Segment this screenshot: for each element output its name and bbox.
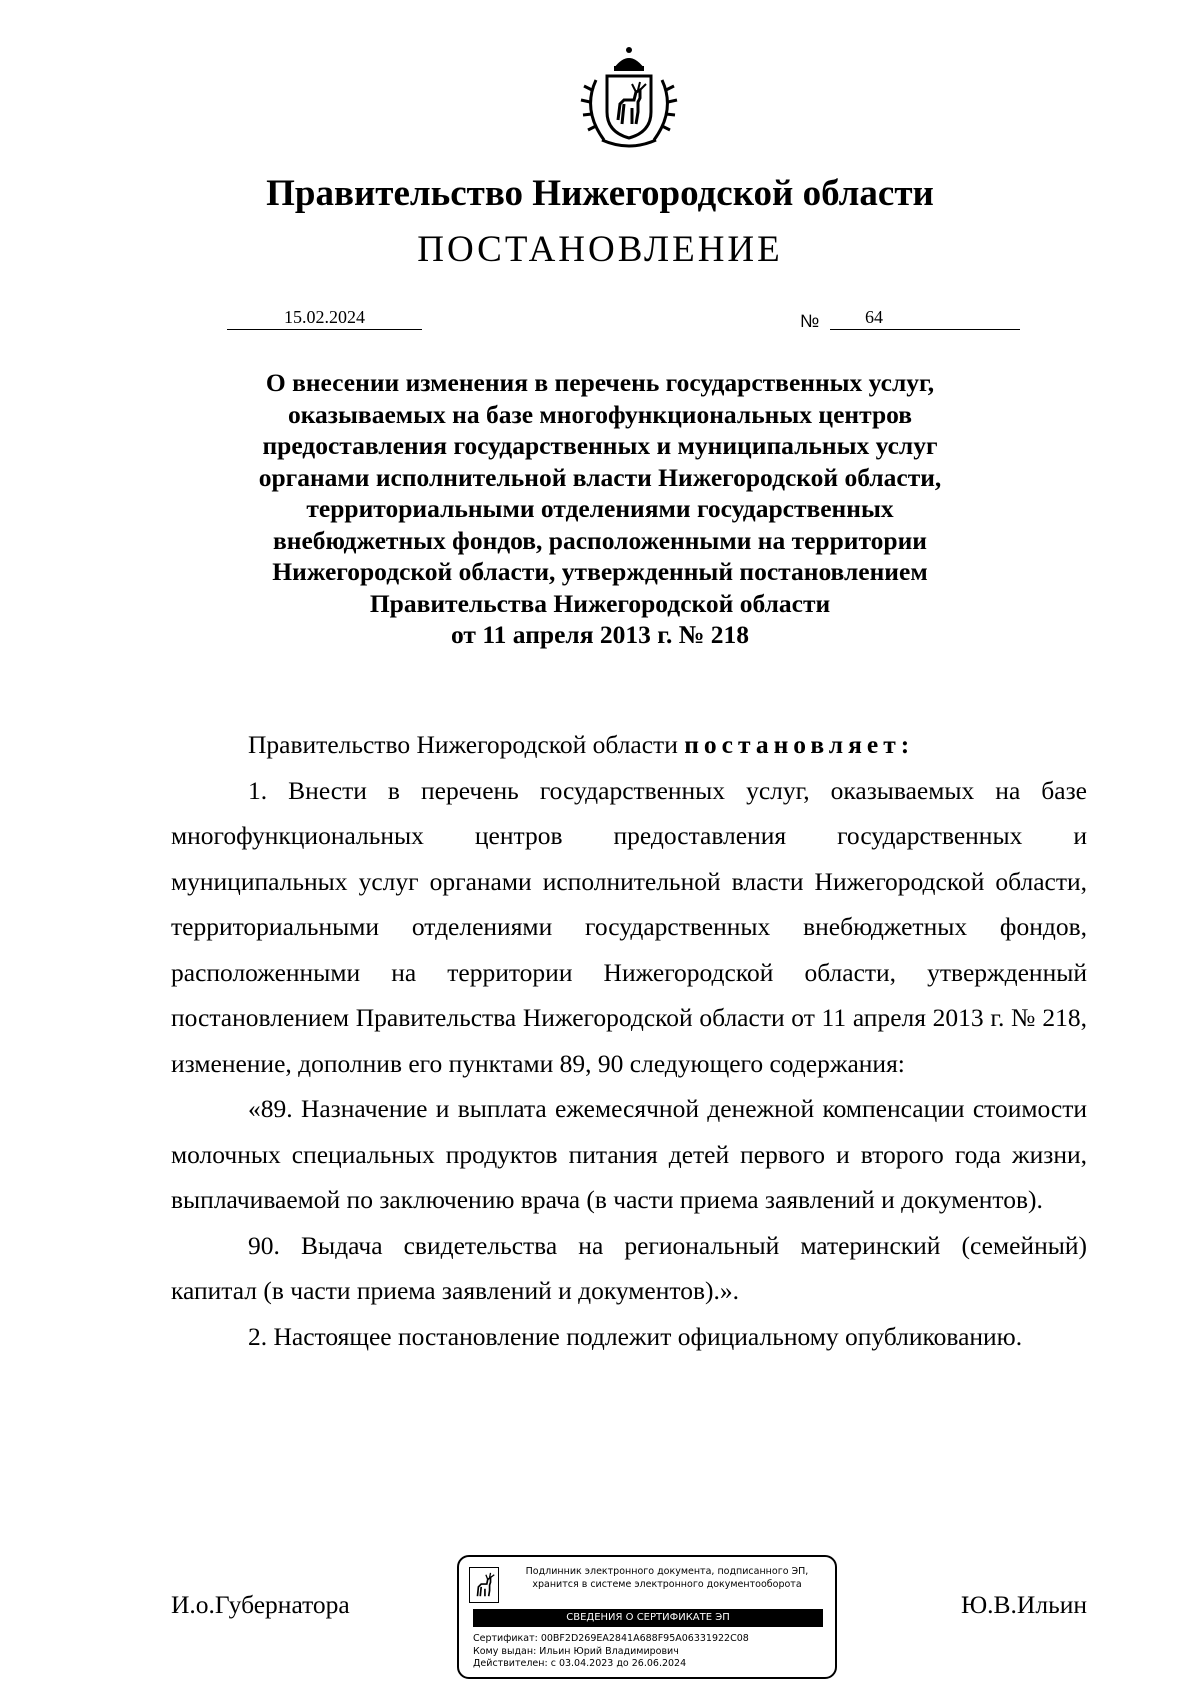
- stamp-header: [507, 1565, 827, 1591]
- stamp-header-line: Подлинник электронного документа, подписанного ЭП,: [525, 1566, 809, 1577]
- certificate-validity: Действителен: с 03.04.2023 до 26.06.2024: [473, 1658, 687, 1669]
- lead-verb: постановляет:: [684, 730, 915, 759]
- subject-line: территориальными отделениями государственных: [306, 494, 894, 523]
- document-number: 64: [865, 307, 883, 327]
- lead-text: Правительство Нижегородской области: [248, 730, 685, 759]
- signatory-name: Ю.В.Ильин: [960, 1590, 1087, 1619]
- subject-line: предоставления государственных и муниципальных услуг: [262, 431, 938, 460]
- number-sign: №: [800, 311, 820, 331]
- paragraph-2: 2. Настоящее постановление подлежит официальному опубликованию.: [248, 1321, 1023, 1351]
- document-body: [171, 722, 1087, 1359]
- subject-line: от 11 апреля 2013 г. № 218: [451, 620, 749, 649]
- document-number-field: [830, 306, 1020, 330]
- signatory-role: И.о.Губернатора: [171, 1590, 350, 1619]
- coat-of-arms-icon: [574, 40, 684, 150]
- document-date: 15.02.2024: [227, 306, 422, 330]
- resolution-lead: [171, 722, 1087, 768]
- subject-line: внебюджетных фондов, расположенными на территории: [272, 525, 927, 555]
- certificate-info-bar: СВЕДЕНИЯ О СЕРТИФИКАТЕ ЭП: [473, 1609, 823, 1627]
- paragraph-89: «89. Назначение и выплата ежемесячной денежной компенсации стоимости молочных специальных продуктов питания детей первого и второго года жизни, выплачиваемой по заключению врача (в части приема заявлений и документов).: [171, 1094, 1087, 1214]
- certificate-owner: Кому выдан: Ильин Юрий Владимирович: [473, 1645, 679, 1657]
- certificate-details: [473, 1633, 749, 1671]
- subject-line: Правительства Нижегородской области: [369, 588, 831, 618]
- deer-emblem-icon: [469, 1567, 499, 1603]
- stamp-header-line: хранится в системе электронного документооборота: [532, 1579, 802, 1590]
- certificate-id: Сертификат: 00BF2D269EA2841A688F95A06331922C08: [473, 1633, 749, 1644]
- paragraph-1: 1. Внести в перечень государственных услуг, оказываемых на базе многофункциональных центров предоставления государственных и муниципальных услуг органами исполнительной власти Нижегородской области, территориальными отделениями государственных внебюджетных фондов, расположенными на территории Нижегородской области, утвержденный постановлением Правительства Нижегородской области от 11 апреля 2013 г. № 218, изменение, дополнив его пунктами 89, 90 следующего содержания:: [171, 775, 1087, 1078]
- document-subject: [230, 367, 970, 651]
- government-title: Правительство Нижегородской области: [266, 173, 934, 214]
- subject-line: органами исполнительной власти Нижегородской области,: [258, 462, 942, 492]
- subject-line: Нижегородской области, утвержденный постановлением: [272, 557, 928, 586]
- document-type: ПОСТАНОВЛЕНИЕ: [417, 229, 783, 270]
- subject-line: оказываемых на базе многофункциональных центров: [287, 399, 913, 429]
- subject-line: О внесении изменения в перечень государственных услуг,: [265, 368, 935, 397]
- paragraph-90: 90. Выдача свидетельства на региональный материнский (семейный) капитал (в части приема заявлений и документов).».: [171, 1230, 1087, 1305]
- electronic-signature-stamp: [457, 1555, 837, 1679]
